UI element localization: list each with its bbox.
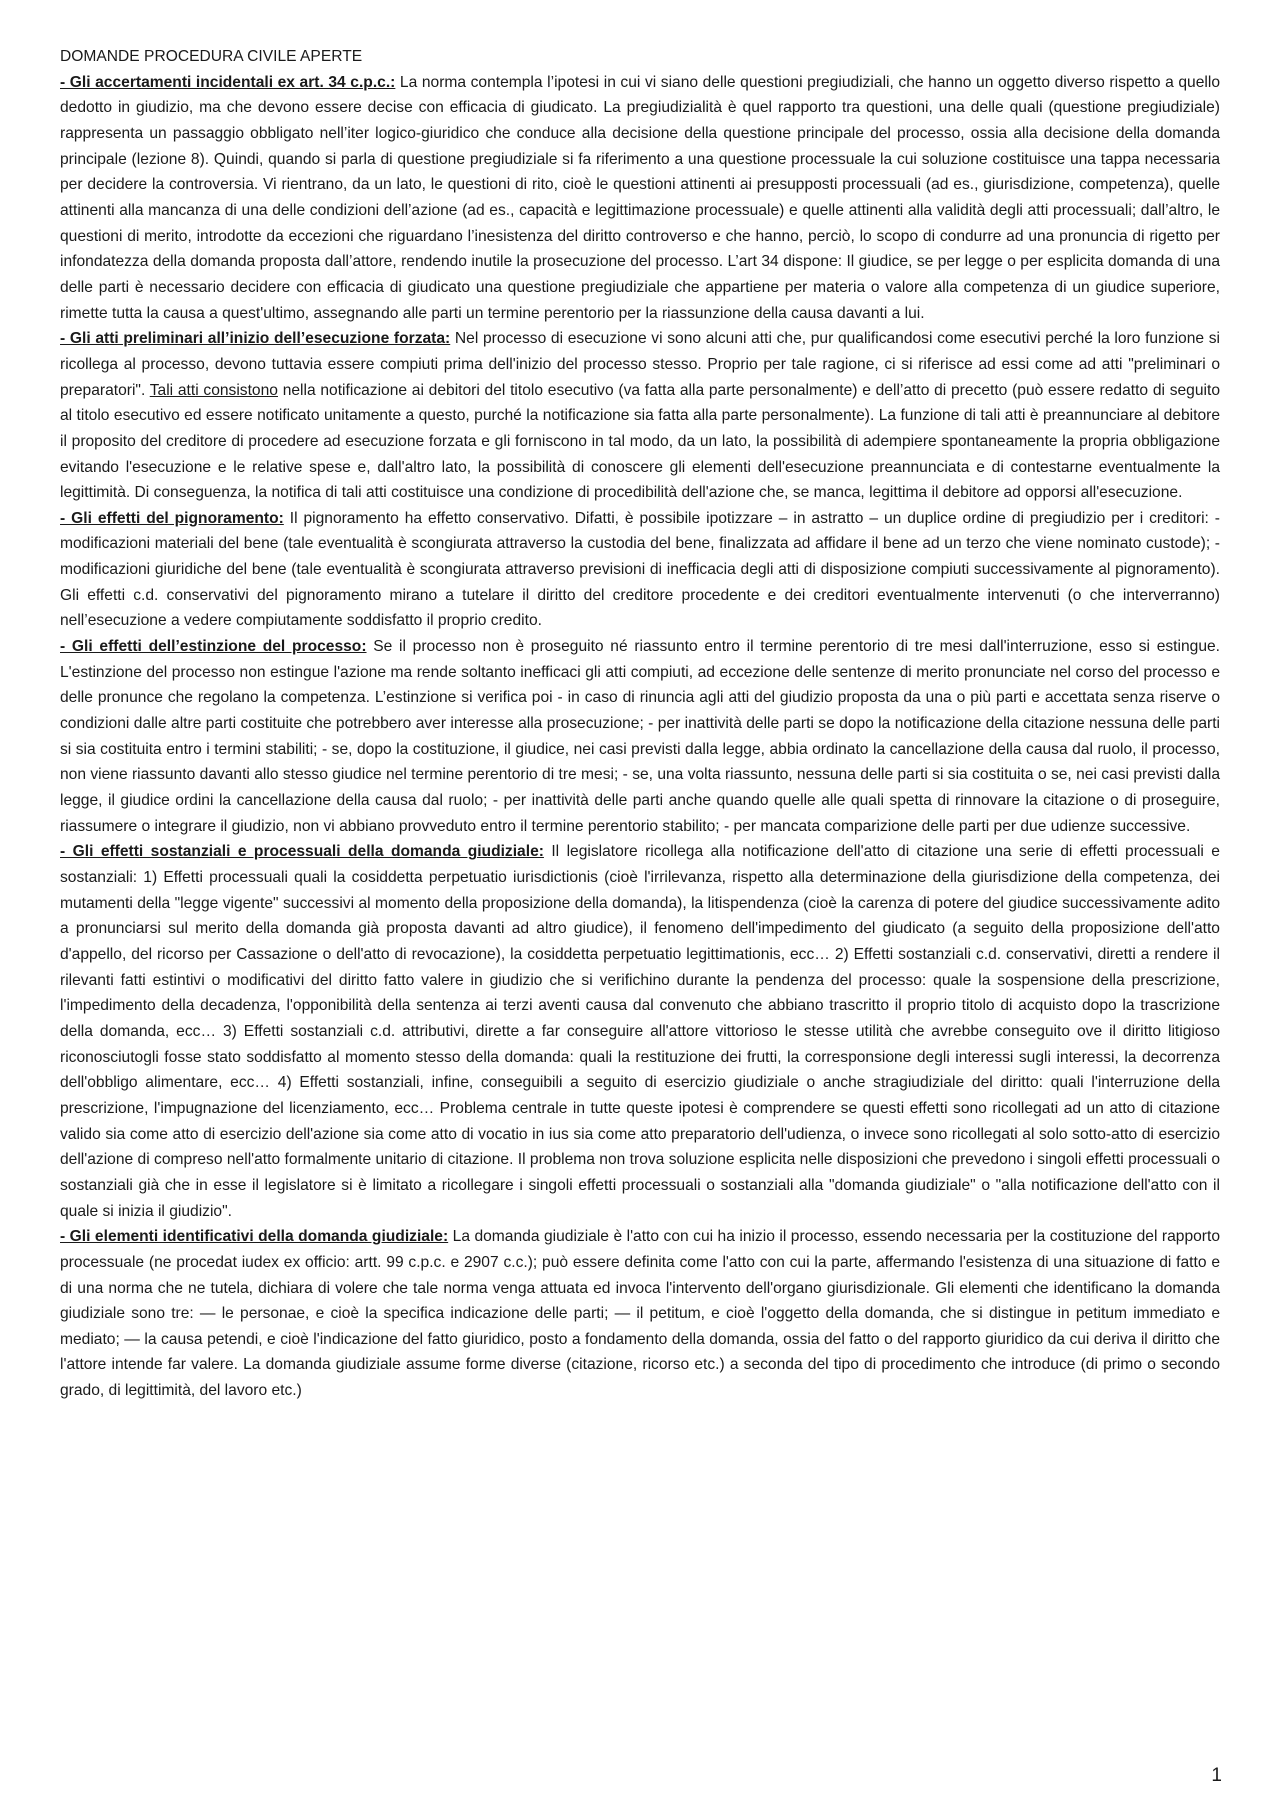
underlined-text: Tali atti consistono bbox=[149, 381, 278, 399]
section-body: Il pignoramento ha effetto conservativo. Difatti, è possibile ipotizzare – in astratto – un duplice ordine di pregiudizio per i creditori: - modificazioni materiali del bene (tale eventualità è scongiurata attraverso la custodia del bene, finalizzata ad affidare il bene ad un terzo che viene nominato custode); - modificazioni giuridiche del bene (tale eventualità è scongiurata attraverso previsioni di inefficacia degli atti di disposizione compiuti successivamente al pignoramento). Gli effetti c.d. conservativi del pignoramento mirano a tutelare il diritto del creditore procedente e dei creditori eventualmente intervenuti (o che interverranno) nell’esecuzione a vedere compiutamente soddisfatto il proprio credito. bbox=[60, 509, 1220, 630]
section-heading: - Gli effetti sostanziali e processuali della domanda giudiziale: bbox=[60, 843, 544, 861]
document-title: DOMANDE PROCEDURA CIVILE APERTE bbox=[60, 48, 363, 65]
section-body: Se il processo non è proseguito né riassunto entro il termine perentorio di tre mesi dall'interruzione, esso si estingue. L'estinzione del processo non estingue l'azione ma rende soltanto inefficaci gli atti compiuti, ad eccezione delle sentenze di merito pronunciate nel corso del processo e delle pronunce che regolano la competenza. L’estinzione si verifica poi - in caso di rinuncia agli atti del giudizio proposta da una o più parti e accettata senza riserve o condizioni dalle altre parti costituite che potrebbero aver interesse alla prosecuzione; - per inattività delle parti se dopo la notificazione della citazione nessuna delle parti si sia costituita entro i termini stabiliti; - se, dopo la costituzione, il giudice, nei casi previsti dalla legge, abbia ordinato la cancellazione della causa dal ruolo, il processo, non viene riassunto davanti allo stesso giudice nel termine perentorio di tre mesi; - se, una volta riassunto, nessuna delle parti si sia costituita o se, nei casi previsti dalla legge, il giudice ordini la cancellazione della causa dal ruolo; - per inattività delle parti anche quando quelle alle quali spetta di rinnovare la citazione o di proseguire, riassumere o integrare il giudizio, non vi abbiano provveduto entro il termine perentorio stabilito; - per mancata comparizione delle parti per due udienze successive. bbox=[60, 638, 1220, 835]
section-atti-preliminari bbox=[60, 326, 1220, 506]
section-body: La domanda giudiziale è l'atto con cui ha inizio il processo, essendo necessaria per la costituzione del rapporto processuale (ne procedat iudex ex officio: artt. 99 c.p.c. e 2907 c.c.); può essere definita come l'atto con cui la parte, affermando l'esistenza di una situazione di fatto e di una norma che ne tutela, dichiara di volere che tale norma venga attuata ed invoca l'intervento dell'organo giurisdizionale. Gli elementi che identificano la domanda giudiziale sono tre: — le personae, e cioè la specifica indicazione delle parti; — il petitum, e cioè l'oggetto della domanda, che si distingue in petitum immediato e mediato; — la causa petendi, e cioè l'indicazione del fatto giuridico, posto a fondamento della domanda, ossia del fatto o del rapporto giuridico da cui deriva il diritto che l'attore intende far valere. La domanda giudiziale assume forme diverse (citazione, ricorso etc.) a seconda del tipo di procedimento che introduce (di primo o secondo grado, di legittimità, del lavoro etc.) bbox=[60, 1228, 1220, 1400]
section-heading: - Gli effetti dell’estinzione del processo: bbox=[60, 638, 367, 656]
document-page bbox=[60, 44, 1220, 1404]
page-number: 1 bbox=[1211, 1765, 1222, 1786]
section-body: Il legislatore ricollega alla notificazione dell'atto di citazione una serie di effetti processuali e sostanziali: 1) Effetti processuali quali la cosiddetta perpetuatio iurisdictionis (cioè l'irrilevanza, rispetto alla determinazione della giurisdizione della competenza, dei mutamenti della "legge vigente" successivi al momento della proposizione della domanda), la litispendenza (cioè la carenza di potere del giudice successivamente adito a pronunciarsi sul merito della domanda già proposta davanti ad altro giudice), il fenomeno dell'impedimento del giudicato (a seguito della proposizione dell'atto d'appello, del ricorso per Cassazione o dell'atto di revocazione), la cosiddetta perpetuatio legittimationis, ecc… 2) Effetti sostanziali c.d. conservativi, diretti a rendere il rilevanti fatti estintivi o modificativi del diritto fatto valere in giudizio che si verifichino durante la pendenza del processo: quale la sospensione della prescrizione, l'impedimento della decadenza, l'opponibilità della sentenza ai terzi aventi causa dal convenuto che abbiano trascritto il proprio titolo di acquisto dopo la trascrizione della domanda, ecc… 3) Effetti sostanziali c.d. attributivi, dirette a far conseguire all'attore vittorioso le stesse utilità che avrebbe conseguito ove il diritto litigioso riconosciutogli fosse stato soddisfatto al momento stesso della domanda: quali la restituzione dei frutti, la corresponsione degli interessi sugli interessi, la decorrenza dell'obbligo alimentare, ecc… 4) Effetti sostanziali, infine, conseguibili a seguito di esercizio giudiziale o anche stragiudiziale del diritto: quali l'interruzione della prescrizione, l'impugnazione del licenziamento, ecc… Problema centrale in tutte queste ipotesi è comprendere se questi effetti sono ricollegati ad un atto di citazione valido sia come atto di esercizio dell'azione sia come atto di vocatio in ius sia come atto preparatorio dell'udienza, o invece sono ricollegati al solo sotto-atto di esercizio dell'azione di compreso nell'atto formalmente unitario di citazione. Il problema non trova soluzione esplicita nelle disposizioni che prevedono i singoli effetti processuali o sostanziali già che in esse il legislatore si è limitato a ricollegare i singoli effetti processuali o sostanziali alla "domanda giudiziale" o "alla notificazione dell'atto con il quale si inizia il giudizio". bbox=[60, 843, 1220, 1220]
section-effetti-pignoramento bbox=[60, 506, 1220, 634]
section-heading: - Gli elementi identificativi della domanda giudiziale: bbox=[60, 1228, 449, 1246]
section-body: La norma contempla l’ipotesi in cui vi siano delle questioni pregiudiziali, che hanno un oggetto diverso rispetto a quello dedotto in giudizio, ma che devono essere decise con efficacia di giudicato. La pregiudizialità è quel rapporto tra questioni, una delle quali (questione pregiudiziale) rappresenta un passaggio obbligato nell’iter logico-giuridico che conduce alla decisione della questione principale del processo, ossia alla decisione della domanda principale (lezione 8). Quindi, quando si parla di questione pregiudiziale si fa riferimento a una questione processuale la cui soluzione costituisce una tappa necessaria per decidere la controversia. Vi rientrano, da un lato, le questioni di rito, cioè le questioni attinenti ai presupposti processuali (ad es., giurisdizione, competenza), quelle attinenti alla mancanza di una delle condizioni dell’azione (ad es., capacità e legittimazione processuale) e quelle attinenti alla validità degli atti processuali; dall’altro, le questioni di merito, introdotte da eccezioni che riguardano l’inesistenza del diritto controverso e che hanno, perciò, lo scopo di condurre ad una pronuncia di rigetto per infondatezza della domanda proposta dall’attore, rendendo inutile la prosecuzione del processo. L’art 34 dispone: Il giudice, se per legge o per esplicita domanda di una delle parti è necessario decidere con efficacia di giudicato una questione pregiudiziale che appartiene per materia o valore alla competenza di un giudice superiore, rimette tutta la causa a quest'ultimo, assegnando alle parti un termine perentorio per la riassunzione della causa davanti a lui. bbox=[60, 73, 1220, 322]
section-accertamenti-incidentali bbox=[60, 70, 1220, 327]
section-estinzione-processo bbox=[60, 634, 1220, 839]
section-heading: - Gli accertamenti incidentali ex art. 34 c.p.c.: bbox=[60, 73, 396, 91]
section-heading: - Gli effetti del pignoramento: bbox=[60, 509, 284, 527]
section-body: nella notificazione ai debitori del titolo esecutivo (va fatta alla parte personalmente) e dell’atto di precetto (può essere redatto di seguito al titolo esecutivo ed essere notificato unitamente a questo, purché la notificazione sia fatta alla parte personalmente). La funzione di tali atti è preannunciare al debitore il proposito del creditore di procedere ad esecuzione forzata e gli forniscono in tal modo, da un lato, la possibilità di adempiere spontaneamente la propria obbligazione evitando l'esecuzione e le relative spese e, dall'altro lato, la possibilità di conoscere gli elementi dell'esecuzione preannunciata e di contestarne eventualmente la legittimità. Di conseguenza, la notifica di tali atti costituisce una condizione di procedibilità dell'azione che, se manca, legittima il debitore ad opporsi all'esecuzione. bbox=[60, 381, 1220, 502]
section-effetti-domanda bbox=[60, 839, 1220, 1224]
section-heading: - Gli atti preliminari all’inizio dell’esecuzione forzata: bbox=[60, 330, 451, 348]
section-elementi-identificativi bbox=[60, 1224, 1220, 1404]
section-body: Nel processo di esecuzione vi sono alcuni atti che, pur qualificandosi come esecutivi perché la loro funzione si ricollega al processo, devono tuttavia essere compiuti prima dell'inizio del processo stesso. Proprio per tale ragione, ci si riferisce ad essi come ad atti "preliminari o preparatori". bbox=[60, 330, 1220, 399]
